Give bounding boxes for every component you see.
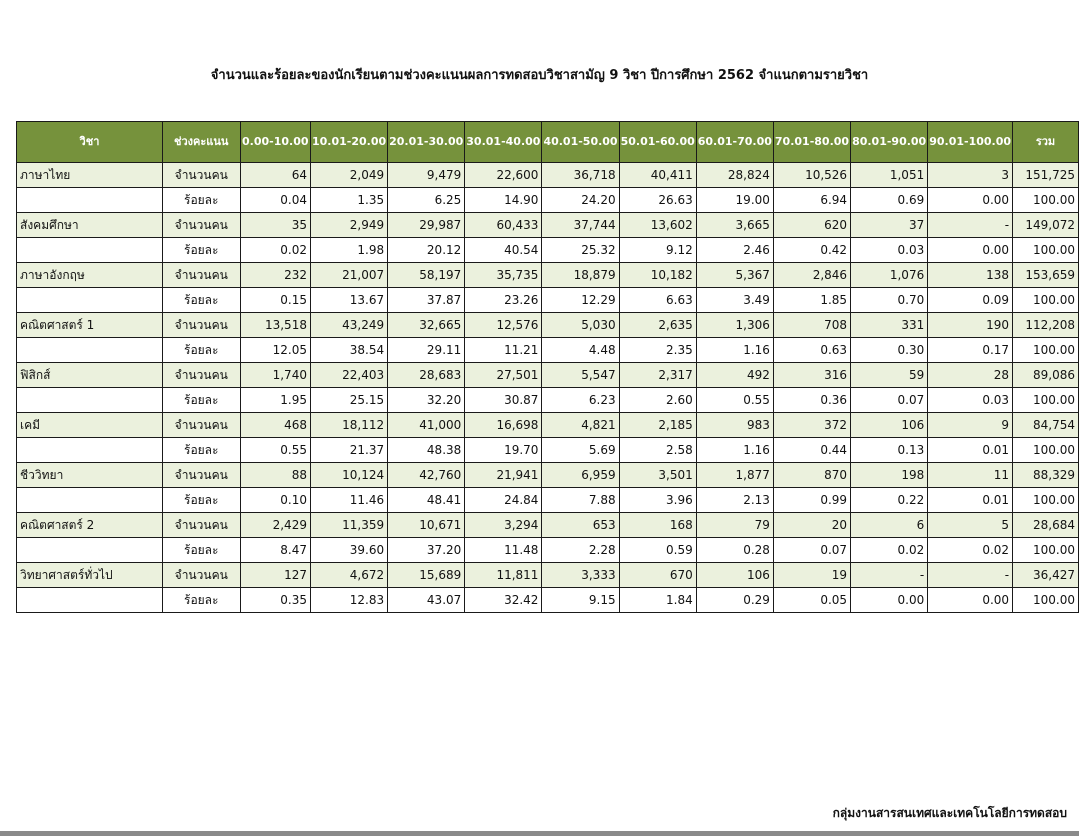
- percent-cell: 7.88: [542, 488, 619, 513]
- table-row-count: [17, 513, 1079, 538]
- percent-cell: 38.54: [310, 338, 387, 363]
- count-cell: 708: [773, 313, 850, 338]
- row-type-count: จำนวนคน: [162, 363, 240, 388]
- count-cell: 32,665: [388, 313, 465, 338]
- subject-name: ชีววิทยา: [17, 463, 163, 488]
- subject-name: คณิตศาสตร์ 2: [17, 513, 163, 538]
- table-row-count: [17, 363, 1079, 388]
- percent-cell: 11.46: [310, 488, 387, 513]
- count-cell: 9: [928, 413, 1013, 438]
- count-cell: 372: [773, 413, 850, 438]
- percent-cell: 0.69: [851, 188, 928, 213]
- count-cell: 983: [696, 413, 773, 438]
- table-row-count: [17, 313, 1079, 338]
- table-row-count: [17, 263, 1079, 288]
- count-cell: 5: [928, 513, 1013, 538]
- row-type-count: จำนวนคน: [162, 563, 240, 588]
- count-cell: 11,811: [465, 563, 542, 588]
- count-cell: 5,367: [696, 263, 773, 288]
- subject-name: ฟิสิกส์: [17, 363, 163, 388]
- subject-name-empty: [17, 588, 163, 613]
- percent-cell: 19.00: [696, 188, 773, 213]
- count-cell: 18,112: [310, 413, 387, 438]
- count-cell: 2,049: [310, 163, 387, 188]
- percent-cell: 0.02: [851, 538, 928, 563]
- percent-cell: 6.63: [619, 288, 696, 313]
- percent-cell: 0.09: [928, 288, 1013, 313]
- percent-cell: 5.69: [542, 438, 619, 463]
- percent-cell: 48.38: [388, 438, 465, 463]
- count-cell: 58,197: [388, 263, 465, 288]
- count-cell: 870: [773, 463, 850, 488]
- subject-name-empty: [17, 238, 163, 263]
- count-cell: 168: [619, 513, 696, 538]
- count-cell: 620: [773, 213, 850, 238]
- percent-cell: 3.96: [619, 488, 696, 513]
- row-type-percent: ร้อยละ: [162, 288, 240, 313]
- table-row-count: [17, 213, 1079, 238]
- count-cell: 36,718: [542, 163, 619, 188]
- table-row-count: [17, 413, 1079, 438]
- count-cell: 127: [240, 563, 310, 588]
- percent-cell: 0.63: [773, 338, 850, 363]
- percent-cell: 0.01: [928, 488, 1013, 513]
- table-row-percent: [17, 238, 1079, 263]
- count-cell: 198: [851, 463, 928, 488]
- column-header: รวม: [1013, 122, 1079, 163]
- count-cell: 35: [240, 213, 310, 238]
- row-type-count: จำนวนคน: [162, 513, 240, 538]
- percent-cell: 6.94: [773, 188, 850, 213]
- percent-cell: 0.15: [240, 288, 310, 313]
- count-cell: 22,403: [310, 363, 387, 388]
- table-body: [17, 163, 1079, 613]
- percent-cell: 100.00: [1013, 388, 1079, 413]
- percent-cell: 20.12: [388, 238, 465, 263]
- percent-cell: 32.20: [388, 388, 465, 413]
- count-cell: 149,072: [1013, 213, 1079, 238]
- count-cell: -: [928, 213, 1013, 238]
- percent-cell: 24.84: [465, 488, 542, 513]
- percent-cell: 30.87: [465, 388, 542, 413]
- column-header: ช่วงคะแนน: [162, 122, 240, 163]
- percent-cell: 2.28: [542, 538, 619, 563]
- percent-cell: 0.00: [928, 588, 1013, 613]
- count-cell: 40,411: [619, 163, 696, 188]
- count-cell: 35,735: [465, 263, 542, 288]
- count-cell: 4,672: [310, 563, 387, 588]
- percent-cell: 0.13: [851, 438, 928, 463]
- count-cell: 18,879: [542, 263, 619, 288]
- subject-name-empty: [17, 188, 163, 213]
- percent-cell: 1.85: [773, 288, 850, 313]
- percent-cell: 11.48: [465, 538, 542, 563]
- table-row-count: [17, 463, 1079, 488]
- percent-cell: 0.01: [928, 438, 1013, 463]
- count-cell: 151,725: [1013, 163, 1079, 188]
- table-row-count: [17, 163, 1079, 188]
- count-cell: 19: [773, 563, 850, 588]
- row-type-percent: ร้อยละ: [162, 488, 240, 513]
- percent-cell: 40.54: [465, 238, 542, 263]
- row-type-percent: ร้อยละ: [162, 438, 240, 463]
- percent-cell: 100.00: [1013, 538, 1079, 563]
- percent-cell: 2.58: [619, 438, 696, 463]
- percent-cell: 100.00: [1013, 588, 1079, 613]
- percent-cell: 48.41: [388, 488, 465, 513]
- row-type-count: จำนวนคน: [162, 313, 240, 338]
- percent-cell: 0.07: [851, 388, 928, 413]
- percent-cell: 25.32: [542, 238, 619, 263]
- table-row-count: [17, 563, 1079, 588]
- column-header: 0.00-10.00: [240, 122, 310, 163]
- count-cell: 10,124: [310, 463, 387, 488]
- subject-name-empty: [17, 538, 163, 563]
- column-header: 40.01-50.00: [542, 122, 619, 163]
- count-cell: 670: [619, 563, 696, 588]
- subject-name: สังคมศึกษา: [17, 213, 163, 238]
- count-cell: 10,526: [773, 163, 850, 188]
- count-cell: 106: [851, 413, 928, 438]
- row-type-count: จำนวนคน: [162, 263, 240, 288]
- score-distribution-table: [16, 121, 1079, 613]
- count-cell: 15,689: [388, 563, 465, 588]
- count-cell: 27,501: [465, 363, 542, 388]
- count-cell: 1,877: [696, 463, 773, 488]
- table-row-percent: [17, 288, 1079, 313]
- count-cell: 316: [773, 363, 850, 388]
- percent-cell: 1.16: [696, 338, 773, 363]
- count-cell: 11,359: [310, 513, 387, 538]
- count-cell: 37,744: [542, 213, 619, 238]
- percent-cell: 0.99: [773, 488, 850, 513]
- percent-cell: 0.03: [851, 238, 928, 263]
- count-cell: 21,941: [465, 463, 542, 488]
- count-cell: 28,683: [388, 363, 465, 388]
- percent-cell: 0.02: [928, 538, 1013, 563]
- count-cell: 59: [851, 363, 928, 388]
- percent-cell: 0.35: [240, 588, 310, 613]
- row-type-percent: ร้อยละ: [162, 588, 240, 613]
- percent-cell: 0.22: [851, 488, 928, 513]
- count-cell: 60,433: [465, 213, 542, 238]
- percent-cell: 0.55: [240, 438, 310, 463]
- percent-cell: 2.46: [696, 238, 773, 263]
- count-cell: 3,294: [465, 513, 542, 538]
- percent-cell: 4.48: [542, 338, 619, 363]
- percent-cell: 12.83: [310, 588, 387, 613]
- percent-cell: 0.10: [240, 488, 310, 513]
- percent-cell: 1.95: [240, 388, 310, 413]
- count-cell: 2,949: [310, 213, 387, 238]
- percent-cell: 0.55: [696, 388, 773, 413]
- count-cell: 190: [928, 313, 1013, 338]
- row-type-percent: ร้อยละ: [162, 388, 240, 413]
- count-cell: 3,501: [619, 463, 696, 488]
- percent-cell: 25.15: [310, 388, 387, 413]
- percent-cell: 0.70: [851, 288, 928, 313]
- percent-cell: 0.17: [928, 338, 1013, 363]
- percent-cell: 8.47: [240, 538, 310, 563]
- percent-cell: 2.60: [619, 388, 696, 413]
- subject-name: เคมี: [17, 413, 163, 438]
- row-type-percent: ร้อยละ: [162, 538, 240, 563]
- percent-cell: 0.00: [928, 188, 1013, 213]
- count-cell: 20: [773, 513, 850, 538]
- subject-name: วิทยาศาสตร์ทั่วไป: [17, 563, 163, 588]
- count-cell: 153,659: [1013, 263, 1079, 288]
- count-cell: 331: [851, 313, 928, 338]
- count-cell: 1,306: [696, 313, 773, 338]
- percent-cell: 0.00: [851, 588, 928, 613]
- percent-cell: 3.49: [696, 288, 773, 313]
- row-type-count: จำนวนคน: [162, 413, 240, 438]
- percent-cell: 0.05: [773, 588, 850, 613]
- percent-cell: 1.35: [310, 188, 387, 213]
- table-row-percent: [17, 588, 1079, 613]
- percent-cell: 1.98: [310, 238, 387, 263]
- count-cell: 28: [928, 363, 1013, 388]
- count-cell: 468: [240, 413, 310, 438]
- table-row-percent: [17, 188, 1079, 213]
- row-type-percent: ร้อยละ: [162, 338, 240, 363]
- percent-cell: 100.00: [1013, 338, 1079, 363]
- percent-cell: 26.63: [619, 188, 696, 213]
- bottom-divider: [0, 831, 1079, 836]
- count-cell: 5,547: [542, 363, 619, 388]
- percent-cell: 37.20: [388, 538, 465, 563]
- footer-source: กลุ่มงานสารสนเทศและเทคโนโลยีการทดสอบ: [832, 806, 1067, 820]
- table-row-percent: [17, 338, 1079, 363]
- count-cell: 12,576: [465, 313, 542, 338]
- percent-cell: 29.11: [388, 338, 465, 363]
- percent-cell: 9.12: [619, 238, 696, 263]
- percent-cell: 100.00: [1013, 488, 1079, 513]
- count-cell: 232: [240, 263, 310, 288]
- count-cell: 89,086: [1013, 363, 1079, 388]
- count-cell: 138: [928, 263, 1013, 288]
- subject-name-empty: [17, 288, 163, 313]
- subject-name: คณิตศาสตร์ 1: [17, 313, 163, 338]
- percent-cell: 11.21: [465, 338, 542, 363]
- count-cell: 3: [928, 163, 1013, 188]
- percent-cell: 14.90: [465, 188, 542, 213]
- table-row-percent: [17, 388, 1079, 413]
- count-cell: 3,333: [542, 563, 619, 588]
- percent-cell: 6.23: [542, 388, 619, 413]
- count-cell: 5,030: [542, 313, 619, 338]
- page-title: จำนวนและร้อยละของนักเรียนตามช่วงคะแนนผลการทดสอบวิชาสามัญ 9 วิชา ปีการศึกษา 2562 จำแนกตามรายวิชา: [210, 68, 869, 83]
- count-cell: 1,076: [851, 263, 928, 288]
- count-cell: 43,249: [310, 313, 387, 338]
- count-cell: 41,000: [388, 413, 465, 438]
- row-type-count: จำนวนคน: [162, 463, 240, 488]
- count-cell: 1,740: [240, 363, 310, 388]
- percent-cell: 19.70: [465, 438, 542, 463]
- percent-cell: 0.28: [696, 538, 773, 563]
- count-cell: 42,760: [388, 463, 465, 488]
- table-row-percent: [17, 438, 1079, 463]
- count-cell: 88: [240, 463, 310, 488]
- percent-cell: 0.03: [928, 388, 1013, 413]
- percent-cell: 0.42: [773, 238, 850, 263]
- count-cell: 84,754: [1013, 413, 1079, 438]
- percent-cell: 13.67: [310, 288, 387, 313]
- count-cell: 6,959: [542, 463, 619, 488]
- percent-cell: 23.26: [465, 288, 542, 313]
- row-type-count: จำนวนคน: [162, 213, 240, 238]
- count-cell: 88,329: [1013, 463, 1079, 488]
- count-cell: 11: [928, 463, 1013, 488]
- count-cell: 106: [696, 563, 773, 588]
- percent-cell: 100.00: [1013, 288, 1079, 313]
- table-row-percent: [17, 538, 1079, 563]
- subject-name-empty: [17, 388, 163, 413]
- percent-cell: 0.29: [696, 588, 773, 613]
- percent-cell: 6.25: [388, 188, 465, 213]
- percent-cell: 2.13: [696, 488, 773, 513]
- percent-cell: 100.00: [1013, 238, 1079, 263]
- subject-name: ภาษาไทย: [17, 163, 163, 188]
- table-row-percent: [17, 488, 1079, 513]
- count-cell: 28,824: [696, 163, 773, 188]
- count-cell: 22,600: [465, 163, 542, 188]
- count-cell: 2,317: [619, 363, 696, 388]
- count-cell: 64: [240, 163, 310, 188]
- percent-cell: 0.00: [928, 238, 1013, 263]
- subject-name-empty: [17, 438, 163, 463]
- percent-cell: 0.59: [619, 538, 696, 563]
- column-header: วิชา: [17, 122, 163, 163]
- column-header: 20.01-30.00: [388, 122, 465, 163]
- table-header-row: [17, 122, 1079, 163]
- percent-cell: 2.35: [619, 338, 696, 363]
- percent-cell: 100.00: [1013, 188, 1079, 213]
- percent-cell: 24.20: [542, 188, 619, 213]
- count-cell: 28,684: [1013, 513, 1079, 538]
- count-cell: 21,007: [310, 263, 387, 288]
- percent-cell: 0.30: [851, 338, 928, 363]
- count-cell: 36,427: [1013, 563, 1079, 588]
- subject-name-empty: [17, 338, 163, 363]
- count-cell: 112,208: [1013, 313, 1079, 338]
- count-cell: 10,671: [388, 513, 465, 538]
- count-cell: 492: [696, 363, 773, 388]
- column-header: 50.01-60.00: [619, 122, 696, 163]
- row-type-percent: ร้อยละ: [162, 188, 240, 213]
- count-cell: 13,518: [240, 313, 310, 338]
- row-type-count: จำนวนคน: [162, 163, 240, 188]
- column-header: 30.01-40.00: [465, 122, 542, 163]
- percent-cell: 39.60: [310, 538, 387, 563]
- percent-cell: 12.05: [240, 338, 310, 363]
- percent-cell: 21.37: [310, 438, 387, 463]
- column-header: 90.01-100.00: [928, 122, 1013, 163]
- column-header: 60.01-70.00: [696, 122, 773, 163]
- percent-cell: 0.44: [773, 438, 850, 463]
- percent-cell: 12.29: [542, 288, 619, 313]
- count-cell: 13,602: [619, 213, 696, 238]
- count-cell: 29,987: [388, 213, 465, 238]
- count-cell: -: [928, 563, 1013, 588]
- count-cell: 37: [851, 213, 928, 238]
- percent-cell: 0.36: [773, 388, 850, 413]
- count-cell: 2,429: [240, 513, 310, 538]
- percent-cell: 0.07: [773, 538, 850, 563]
- count-cell: 2,185: [619, 413, 696, 438]
- count-cell: 79: [696, 513, 773, 538]
- percent-cell: 0.02: [240, 238, 310, 263]
- count-cell: 9,479: [388, 163, 465, 188]
- column-header: 70.01-80.00: [773, 122, 850, 163]
- subject-name-empty: [17, 488, 163, 513]
- percent-cell: 43.07: [388, 588, 465, 613]
- percent-cell: 1.16: [696, 438, 773, 463]
- percent-cell: 1.84: [619, 588, 696, 613]
- count-cell: -: [851, 563, 928, 588]
- percent-cell: 32.42: [465, 588, 542, 613]
- count-cell: 2,846: [773, 263, 850, 288]
- column-header: 10.01-20.00: [310, 122, 387, 163]
- column-header: 80.01-90.00: [851, 122, 928, 163]
- count-cell: 10,182: [619, 263, 696, 288]
- count-cell: 653: [542, 513, 619, 538]
- percent-cell: 100.00: [1013, 438, 1079, 463]
- percent-cell: 9.15: [542, 588, 619, 613]
- count-cell: 1,051: [851, 163, 928, 188]
- count-cell: 6: [851, 513, 928, 538]
- count-cell: 16,698: [465, 413, 542, 438]
- percent-cell: 37.87: [388, 288, 465, 313]
- count-cell: 2,635: [619, 313, 696, 338]
- count-cell: 4,821: [542, 413, 619, 438]
- count-cell: 3,665: [696, 213, 773, 238]
- subject-name: ภาษาอังกฤษ: [17, 263, 163, 288]
- percent-cell: 0.04: [240, 188, 310, 213]
- row-type-percent: ร้อยละ: [162, 238, 240, 263]
